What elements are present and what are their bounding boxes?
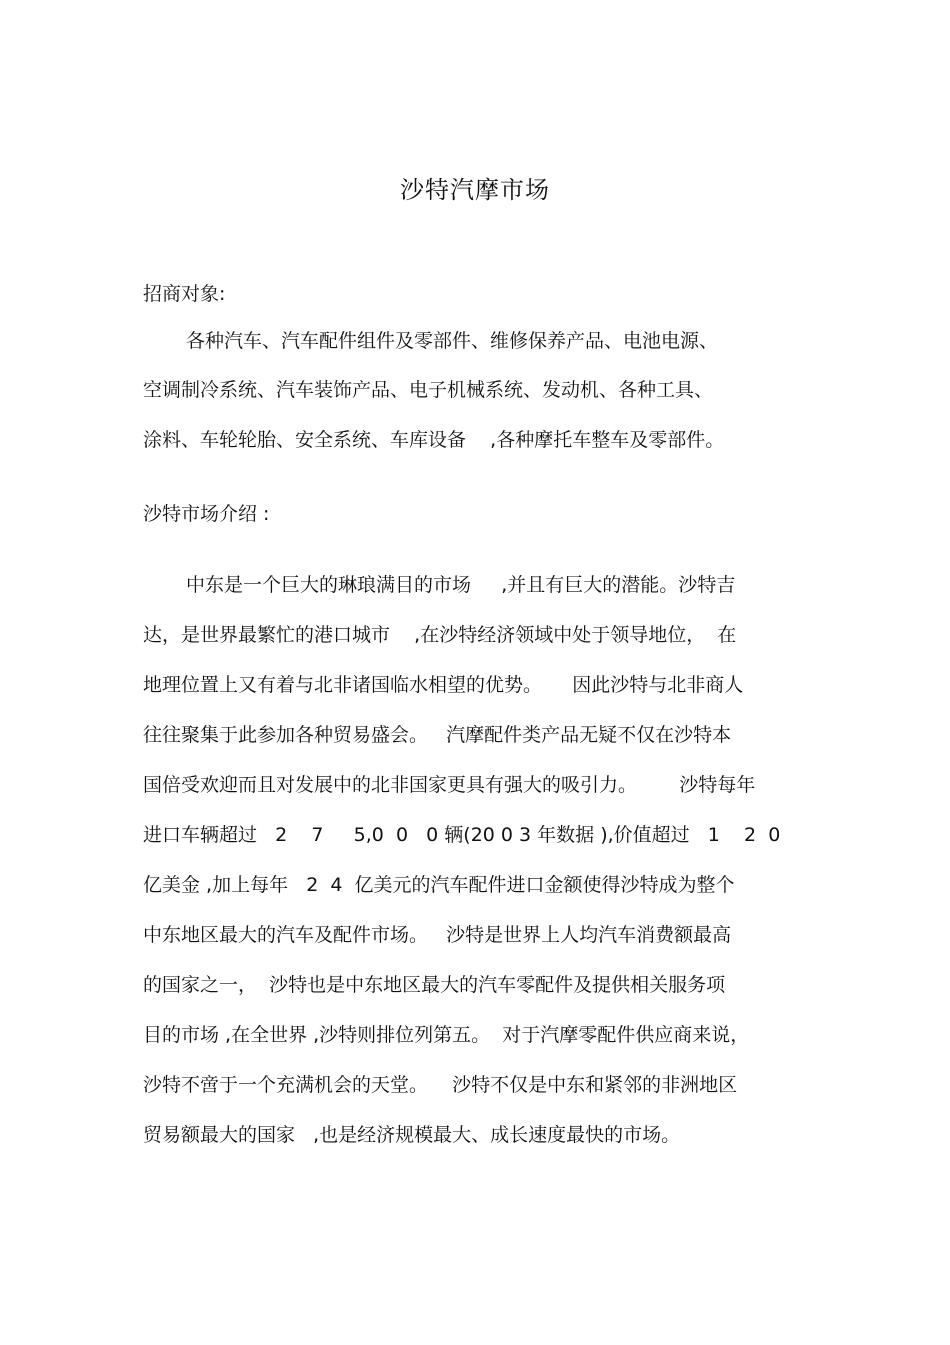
- paragraph-line: 地理位置上又有着与北非诸国临水相望的优势。 因此沙特与北非商人: [143, 674, 744, 696]
- paragraph-line: 往往聚集于此参加各种贸易盛会。 汽摩配件类产品无疑不仅在沙特本: [143, 724, 732, 746]
- section-heading-investment-targets: 招商对象:: [143, 283, 226, 305]
- paragraph-line: 的国家之一， 沙特也是中东地区最大的汽车零配件及提供相关服务项: [143, 974, 726, 996]
- paragraph-line: 贸易额最大的国家 ,也是经济规模最大、成长速度最快的市场。: [143, 1124, 681, 1146]
- paragraph-line: 进口车辆超过 2 7 5,0 0 0 辆(20 0 3 年数据 ),价值超过 1 2 0: [143, 824, 781, 846]
- page-title: 沙特汽摩市场: [400, 176, 550, 204]
- paragraph-line: 空调制冷系统、汽车装饰产品、电子机械系统、发动机、各种工具、: [143, 379, 714, 401]
- paragraph-line: 达，是世界最繁忙的港口城市 ,在沙特经济领域中处于领导地位， 在: [143, 624, 737, 646]
- paragraph-line: 各种汽车、汽车配件组件及零部件、维修保养产品、电池电源、: [186, 330, 719, 352]
- paragraph-line: 目的市场 ,在全世界 ,沙特则排位列第五。 对于汽摩零配件供应商来说，: [143, 1024, 750, 1046]
- paragraph-line: 亿美金 ,加上每年 2 4 亿美元的汽车配件进口金额使得沙特成为整个: [143, 874, 735, 896]
- paragraph-line: 沙特不啻于一个充满机会的天堂。 沙特不仅是中东和紧邻的非洲地区: [143, 1074, 738, 1096]
- paragraph-line: 国倍受欢迎而且对发展中的北非国家更具有强大的吸引力。 沙特每年: [143, 774, 756, 796]
- paragraph-line: 涂料、车轮轮胎、安全系统、车库设备 ,各种摩托车整车及零部件。: [143, 429, 725, 451]
- paragraph-line: 中东地区最大的汽车及配件市场。 沙特是世界上人均汽车消费额最高: [143, 924, 732, 946]
- section-heading-market-intro: 沙特市场介绍 :: [143, 503, 270, 525]
- paragraph-line: 中东是一个巨大的琳琅满目的市场 ,并且有巨大的潜能。沙特吉: [186, 574, 736, 596]
